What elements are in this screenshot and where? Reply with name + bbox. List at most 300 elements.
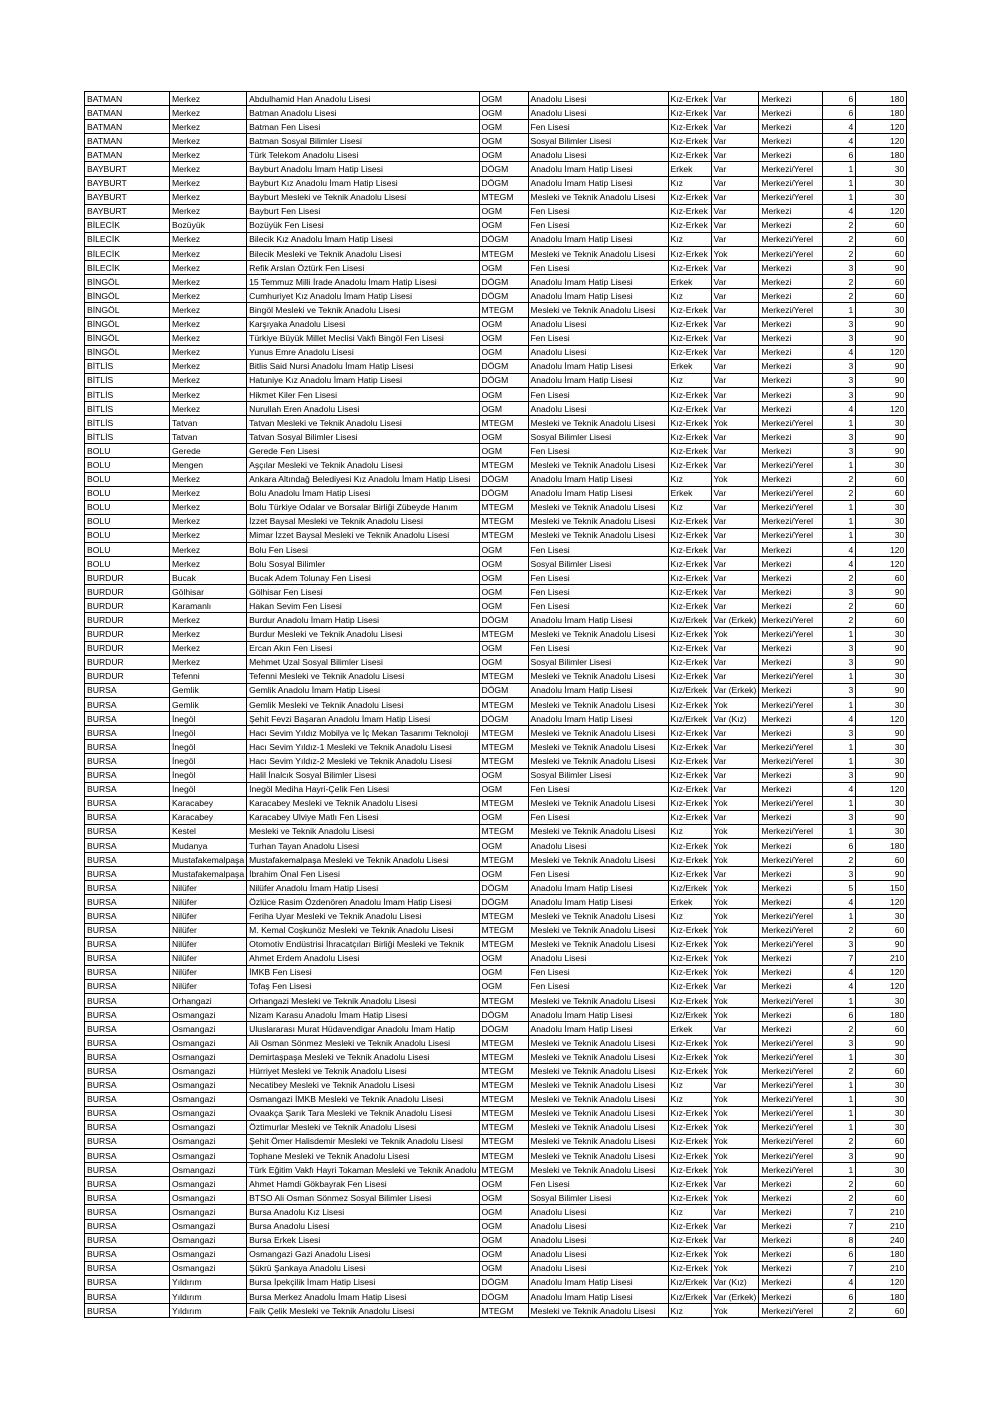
- dormitory-cell: Var: [711, 486, 759, 500]
- table-row: [85, 754, 907, 768]
- district-cell: Tatvan: [170, 416, 247, 430]
- dormitory-cell: Yok: [711, 1036, 759, 1050]
- district-cell: Osmangazi: [170, 1022, 247, 1036]
- admission-cell: Merkezi: [759, 1289, 823, 1303]
- directorate-cell: DÖGM: [479, 895, 528, 909]
- school-name-cell: Bursa Anadolu Kız Lisesi: [247, 1205, 479, 1219]
- dormitory-cell: Var: [711, 1177, 759, 1191]
- dormitory-cell: Yok: [711, 909, 759, 923]
- province-cell: BURSA: [85, 1219, 170, 1233]
- district-cell: Osmangazi: [170, 1177, 247, 1191]
- directorate-cell: OGM: [479, 1233, 528, 1247]
- admission-cell: Merkezi/Yerel: [759, 1036, 823, 1050]
- directorate-cell: MTEGM: [479, 247, 528, 261]
- school-name-cell: Abdulhamid Han Anadolu Lisesi: [247, 92, 479, 106]
- province-cell: BİTLİS: [85, 402, 170, 416]
- school-name-cell: Ovaakça Şarık Tara Mesleki ve Teknik Anadolu Lisesi: [247, 1106, 479, 1120]
- class-count-cell: 3: [823, 1036, 856, 1050]
- class-count-cell: 3: [823, 768, 856, 782]
- quota-cell: 120: [856, 965, 907, 979]
- school-name-cell: Uluslararası Murat Hüdavendigar Anadolu İmam Hatip: [247, 1022, 479, 1036]
- table-row: [85, 1064, 907, 1078]
- school-type-cell: Anadolu İmam Hatip Lisesi: [528, 359, 668, 373]
- dormitory-cell: Yok: [711, 1149, 759, 1163]
- admission-cell: Merkezi: [759, 1219, 823, 1233]
- table-row: [85, 867, 907, 881]
- directorate-cell: OGM: [479, 430, 528, 444]
- gender-cell: Kız: [668, 1304, 711, 1318]
- directorate-cell: OGM: [479, 1191, 528, 1205]
- school-name-cell: Ankara Altındağ Belediyesi Kız Anadolu İmam Hatip Lisesi: [247, 472, 479, 486]
- district-cell: Nilüfer: [170, 951, 247, 965]
- dormitory-cell: Yok: [711, 1106, 759, 1120]
- school-name-cell: Hacı Sevim Yıldız-1 Mesleki ve Teknik Anadolu Lisesi: [247, 740, 479, 754]
- directorate-cell: MTEGM: [479, 740, 528, 754]
- class-count-cell: 1: [823, 1078, 856, 1092]
- school-type-cell: Fen Lisesi: [528, 585, 668, 599]
- quota-cell: 60: [856, 486, 907, 500]
- school-name-cell: Bucak Adem Tolunay Fen Lisesi: [247, 571, 479, 585]
- table-row: [85, 148, 907, 162]
- directorate-cell: OGM: [479, 585, 528, 599]
- province-cell: BİTLİS: [85, 430, 170, 444]
- table-row: [85, 1120, 907, 1134]
- admission-cell: Merkezi: [759, 218, 823, 232]
- school-name-cell: Cumhuriyet Kız Anadolu İmam Hatip Lisesi: [247, 289, 479, 303]
- quota-cell: 120: [856, 543, 907, 557]
- class-count-cell: 4: [823, 979, 856, 993]
- admission-cell: Merkezi: [759, 726, 823, 740]
- gender-cell: Kız-Erkek: [668, 345, 711, 359]
- province-cell: BURSA: [85, 909, 170, 923]
- school-type-cell: Mesleki ve Teknik Anadolu Lisesi: [528, 1050, 668, 1064]
- directorate-cell: DÖGM: [479, 232, 528, 246]
- quota-cell: 90: [856, 387, 907, 401]
- quota-cell: 120: [856, 557, 907, 571]
- dormitory-cell: Yok: [711, 416, 759, 430]
- admission-cell: Merkezi: [759, 430, 823, 444]
- class-count-cell: 1: [823, 669, 856, 683]
- school-name-cell: Bilecik Kız Anadolu İmam Hatip Lisesi: [247, 232, 479, 246]
- quota-cell: 60: [856, 1191, 907, 1205]
- school-name-cell: Batman Anadolu Lisesi: [247, 106, 479, 120]
- school-name-cell: Nilüfer Anadolu İmam Hatip Lisesi: [247, 881, 479, 895]
- table-row: [85, 500, 907, 514]
- school-name-cell: Mehmet Uzal Sosyal Bilimler Lisesi: [247, 655, 479, 669]
- school-name-cell: Karacabey Ulviye Matlı Fen Lisesi: [247, 810, 479, 824]
- gender-cell: Erkek: [668, 895, 711, 909]
- admission-cell: Merkezi/Yerel: [759, 528, 823, 542]
- directorate-cell: MTEGM: [479, 754, 528, 768]
- class-count-cell: 3: [823, 387, 856, 401]
- admission-cell: Merkezi: [759, 1205, 823, 1219]
- dormitory-cell: Yok: [711, 824, 759, 838]
- table-row: [85, 726, 907, 740]
- district-cell: Nilüfer: [170, 881, 247, 895]
- school-name-cell: Bayburt Kız Anadolu İmam Hatip Lisesi: [247, 176, 479, 190]
- class-count-cell: 4: [823, 402, 856, 416]
- gender-cell: Kız/Erkek: [668, 613, 711, 627]
- school-name-cell: Bitlis Said Nursi Anadolu İmam Hatip Lisesi: [247, 359, 479, 373]
- class-count-cell: 3: [823, 261, 856, 275]
- district-cell: Merkez: [170, 106, 247, 120]
- school-type-cell: Fen Lisesi: [528, 979, 668, 993]
- province-cell: BURSA: [85, 979, 170, 993]
- dormitory-cell: Var: [711, 402, 759, 416]
- class-count-cell: 3: [823, 359, 856, 373]
- directorate-cell: MTEGM: [479, 824, 528, 838]
- gender-cell: Kız-Erkek: [668, 867, 711, 881]
- quota-cell: 30: [856, 740, 907, 754]
- province-cell: BİNGÖL: [85, 289, 170, 303]
- school-type-cell: Mesleki ve Teknik Anadolu Lisesi: [528, 1120, 668, 1134]
- school-type-cell: Anadolu İmam Hatip Lisesi: [528, 712, 668, 726]
- dormitory-cell: Var: [711, 92, 759, 106]
- table-row: [85, 951, 907, 965]
- admission-cell: Merkezi/Yerel: [759, 853, 823, 867]
- quota-cell: 90: [856, 430, 907, 444]
- admission-cell: Merkezi: [759, 92, 823, 106]
- admission-cell: Merkezi: [759, 655, 823, 669]
- quota-cell: 30: [856, 994, 907, 1008]
- class-count-cell: 1: [823, 1120, 856, 1134]
- admission-cell: Merkezi/Yerel: [759, 176, 823, 190]
- school-name-cell: Necatibey Mesleki ve Teknik Anadolu Lisesi: [247, 1078, 479, 1092]
- gender-cell: Kız-Erkek: [668, 92, 711, 106]
- gender-cell: Kız-Erkek: [668, 543, 711, 557]
- province-cell: BURSA: [85, 1233, 170, 1247]
- district-cell: İnegöl: [170, 726, 247, 740]
- dormitory-cell: Var: [711, 543, 759, 557]
- gender-cell: Kız-Erkek: [668, 979, 711, 993]
- district-cell: Merkez: [170, 148, 247, 162]
- school-name-cell: Osmangazi İMKB Mesleki ve Teknik Anadolu Lisesi: [247, 1092, 479, 1106]
- gender-cell: Kız-Erkek: [668, 218, 711, 232]
- district-cell: Gemlik: [170, 698, 247, 712]
- table-row: [85, 557, 907, 571]
- quota-cell: 90: [856, 641, 907, 655]
- school-type-cell: Anadolu İmam Hatip Lisesi: [528, 232, 668, 246]
- class-count-cell: 6: [823, 838, 856, 852]
- gender-cell: Kız-Erkek: [668, 655, 711, 669]
- school-type-cell: Mesleki ve Teknik Anadolu Lisesi: [528, 726, 668, 740]
- gender-cell: Kız-Erkek: [668, 1233, 711, 1247]
- gender-cell: Kız-Erkek: [668, 204, 711, 218]
- dormitory-cell: Var: [711, 500, 759, 514]
- directorate-cell: DÖGM: [479, 712, 528, 726]
- province-cell: BURSA: [85, 1050, 170, 1064]
- class-count-cell: 2: [823, 613, 856, 627]
- table-row: [85, 641, 907, 655]
- table-row: [85, 528, 907, 542]
- class-count-cell: 2: [823, 275, 856, 289]
- gender-cell: Kız-Erkek: [668, 247, 711, 261]
- school-name-cell: Bolu Fen Lisesi: [247, 543, 479, 557]
- class-count-cell: 2: [823, 289, 856, 303]
- dormitory-cell: Var: [711, 430, 759, 444]
- province-cell: BURSA: [85, 1134, 170, 1148]
- quota-cell: 90: [856, 317, 907, 331]
- province-cell: BOLU: [85, 458, 170, 472]
- school-type-cell: Fen Lisesi: [528, 641, 668, 655]
- district-cell: Mustafakemalpaşa: [170, 853, 247, 867]
- gender-cell: Kız: [668, 1092, 711, 1106]
- province-cell: BİTLİS: [85, 359, 170, 373]
- school-type-cell: Fen Lisesi: [528, 543, 668, 557]
- admission-cell: Merkezi: [759, 373, 823, 387]
- admission-cell: Merkezi/Yerel: [759, 190, 823, 204]
- admission-cell: Merkezi: [759, 768, 823, 782]
- province-cell: BURSA: [85, 796, 170, 810]
- district-cell: Merkez: [170, 387, 247, 401]
- school-type-cell: Anadolu İmam Hatip Lisesi: [528, 1275, 668, 1289]
- school-type-cell: Anadolu İmam Hatip Lisesi: [528, 275, 668, 289]
- directorate-cell: OGM: [479, 810, 528, 824]
- school-name-cell: Özlüce Rasim Özdenören Anadolu İmam Hatip Lisesi: [247, 895, 479, 909]
- school-type-cell: Mesleki ve Teknik Anadolu Lisesi: [528, 247, 668, 261]
- directorate-cell: OGM: [479, 148, 528, 162]
- province-cell: BURSA: [85, 1036, 170, 1050]
- province-cell: BURSA: [85, 853, 170, 867]
- directorate-cell: DÖGM: [479, 1289, 528, 1303]
- gender-cell: Kız/Erkek: [668, 881, 711, 895]
- class-count-cell: 1: [823, 1092, 856, 1106]
- dormitory-cell: Var: [711, 782, 759, 796]
- admission-cell: Merkezi: [759, 683, 823, 697]
- dormitory-cell: Var: [711, 810, 759, 824]
- school-name-cell: Yunus Emre Anadolu Lisesi: [247, 345, 479, 359]
- class-count-cell: 5: [823, 881, 856, 895]
- admission-cell: Merkezi/Yerel: [759, 909, 823, 923]
- gender-cell: Kız: [668, 373, 711, 387]
- district-cell: Merkez: [170, 317, 247, 331]
- quota-cell: 180: [856, 1247, 907, 1261]
- table-row: [85, 571, 907, 585]
- quota-cell: 30: [856, 190, 907, 204]
- district-cell: Osmangazi: [170, 1163, 247, 1177]
- class-count-cell: 6: [823, 1008, 856, 1022]
- district-cell: Merkez: [170, 190, 247, 204]
- gender-cell: Kız-Erkek: [668, 1191, 711, 1205]
- gender-cell: Kız-Erkek: [668, 1106, 711, 1120]
- admission-cell: Merkezi: [759, 148, 823, 162]
- school-type-cell: Mesleki ve Teknik Anadolu Lisesi: [528, 1304, 668, 1318]
- school-name-cell: Batman Sosyal Bilimler Lisesi: [247, 134, 479, 148]
- quota-cell: 30: [856, 824, 907, 838]
- school-name-cell: Ahmet Hamdi Gökbayrak Fen Lisesi: [247, 1177, 479, 1191]
- admission-cell: Merkezi: [759, 1008, 823, 1022]
- quota-cell: 120: [856, 345, 907, 359]
- gender-cell: Kız-Erkek: [668, 387, 711, 401]
- quota-cell: 60: [856, 232, 907, 246]
- table-row: [85, 909, 907, 923]
- class-count-cell: 1: [823, 176, 856, 190]
- province-cell: BURSA: [85, 937, 170, 951]
- province-cell: BURSA: [85, 867, 170, 881]
- gender-cell: Kız-Erkek: [668, 585, 711, 599]
- school-name-cell: Halil İnalcık Sosyal Bilimler Lisesi: [247, 768, 479, 782]
- table-row: [85, 683, 907, 697]
- school-type-cell: Mesleki ve Teknik Anadolu Lisesi: [528, 824, 668, 838]
- table-row: [85, 92, 907, 106]
- dormitory-cell: Var: [711, 359, 759, 373]
- table-row: [85, 359, 907, 373]
- quota-cell: 120: [856, 402, 907, 416]
- district-cell: Karacabey: [170, 796, 247, 810]
- directorate-cell: OGM: [479, 345, 528, 359]
- gender-cell: Kız-Erkek: [668, 1064, 711, 1078]
- gender-cell: Kız-Erkek: [668, 965, 711, 979]
- district-cell: Osmangazi: [170, 1149, 247, 1163]
- table-row: [85, 331, 907, 345]
- admission-cell: Merkezi/Yerel: [759, 416, 823, 430]
- quota-cell: 180: [856, 148, 907, 162]
- class-count-cell: 1: [823, 909, 856, 923]
- dormitory-cell: Var (Erkek): [711, 1289, 759, 1303]
- table-row: [85, 1205, 907, 1219]
- admission-cell: Merkezi/Yerel: [759, 923, 823, 937]
- directorate-cell: OGM: [479, 1205, 528, 1219]
- school-type-cell: Anadolu Lisesi: [528, 92, 668, 106]
- class-count-cell: 3: [823, 317, 856, 331]
- district-cell: Nilüfer: [170, 923, 247, 937]
- school-name-cell: Bolu Türkiye Odalar ve Borsalar Birliği Zübeyde Hanım: [247, 500, 479, 514]
- quota-cell: 150: [856, 881, 907, 895]
- school-name-cell: Hürriyet Mesleki ve Teknik Anadolu Lisesi: [247, 1064, 479, 1078]
- gender-cell: Kız-Erkek: [668, 1149, 711, 1163]
- district-cell: Osmangazi: [170, 1233, 247, 1247]
- table-body: [85, 92, 907, 1318]
- gender-cell: Kız-Erkek: [668, 599, 711, 613]
- admission-cell: Merkezi: [759, 120, 823, 134]
- directorate-cell: OGM: [479, 261, 528, 275]
- admission-cell: Merkezi: [759, 712, 823, 726]
- gender-cell: Kız-Erkek: [668, 1050, 711, 1064]
- district-cell: Merkez: [170, 627, 247, 641]
- table-row: [85, 853, 907, 867]
- province-cell: BURDUR: [85, 669, 170, 683]
- table-row: [85, 1092, 907, 1106]
- province-cell: BURDUR: [85, 655, 170, 669]
- district-cell: Nilüfer: [170, 937, 247, 951]
- school-type-cell: Fen Lisesi: [528, 387, 668, 401]
- directorate-cell: OGM: [479, 106, 528, 120]
- dormitory-cell: Var: [711, 275, 759, 289]
- school-name-cell: Karacabey Mesleki ve Teknik Anadolu Lisesi: [247, 796, 479, 810]
- admission-cell: Merkezi: [759, 881, 823, 895]
- admission-cell: Merkezi/Yerel: [759, 1149, 823, 1163]
- class-count-cell: 7: [823, 951, 856, 965]
- class-count-cell: 3: [823, 373, 856, 387]
- school-name-cell: Türkiye Büyük Millet Meclisi Vakfı Bingöl Fen Lisesi: [247, 331, 479, 345]
- admission-cell: Merkezi: [759, 867, 823, 881]
- dormitory-cell: Var: [711, 261, 759, 275]
- province-cell: BURSA: [85, 712, 170, 726]
- school-type-cell: Fen Lisesi: [528, 782, 668, 796]
- class-count-cell: 4: [823, 345, 856, 359]
- province-cell: BİLECİK: [85, 247, 170, 261]
- gender-cell: Kız-Erkek: [668, 810, 711, 824]
- quota-cell: 60: [856, 472, 907, 486]
- school-name-cell: Bolu Sosyal Bilimler: [247, 557, 479, 571]
- admission-cell: Merkezi: [759, 402, 823, 416]
- dormitory-cell: Yok: [711, 627, 759, 641]
- directorate-cell: DÖGM: [479, 683, 528, 697]
- school-name-cell: Demirtaşpaşa Mesleki ve Teknik Anadolu Lisesi: [247, 1050, 479, 1064]
- district-cell: Merkez: [170, 613, 247, 627]
- school-name-cell: Bayburt Mesleki ve Teknik Anadolu Lisesi: [247, 190, 479, 204]
- dormitory-cell: Var: [711, 557, 759, 571]
- class-count-cell: 3: [823, 867, 856, 881]
- gender-cell: Erkek: [668, 162, 711, 176]
- school-type-cell: Fen Lisesi: [528, 120, 668, 134]
- school-type-cell: Mesleki ve Teknik Anadolu Lisesi: [528, 1149, 668, 1163]
- admission-cell: Merkezi/Yerel: [759, 486, 823, 500]
- district-cell: Nilüfer: [170, 909, 247, 923]
- class-count-cell: 4: [823, 120, 856, 134]
- table-row: [85, 1304, 907, 1318]
- directorate-cell: DÖGM: [479, 1022, 528, 1036]
- quota-cell: 180: [856, 106, 907, 120]
- directorate-cell: DÖGM: [479, 289, 528, 303]
- school-type-cell: Sosyal Bilimler Lisesi: [528, 655, 668, 669]
- quota-cell: 60: [856, 218, 907, 232]
- quota-cell: 90: [856, 359, 907, 373]
- directorate-cell: DÖGM: [479, 275, 528, 289]
- district-cell: Tatvan: [170, 430, 247, 444]
- school-type-cell: Mesleki ve Teknik Anadolu Lisesi: [528, 458, 668, 472]
- school-type-cell: Anadolu Lisesi: [528, 1247, 668, 1261]
- quota-cell: 30: [856, 909, 907, 923]
- table-row: [85, 162, 907, 176]
- school-name-cell: Mustafakemalpaşa Mesleki ve Teknik Anadolu Lisesi: [247, 853, 479, 867]
- table-row: [85, 1219, 907, 1233]
- quota-cell: 30: [856, 1078, 907, 1092]
- quota-cell: 30: [856, 1050, 907, 1064]
- dormitory-cell: Var: [711, 289, 759, 303]
- admission-cell: Merkezi: [759, 345, 823, 359]
- province-cell: BURSA: [85, 698, 170, 712]
- directorate-cell: OGM: [479, 1177, 528, 1191]
- directorate-cell: MTEGM: [479, 698, 528, 712]
- school-type-cell: Sosyal Bilimler Lisesi: [528, 1191, 668, 1205]
- district-cell: Merkez: [170, 331, 247, 345]
- school-name-cell: Tophane Mesleki ve Teknik Anadolu Lisesi: [247, 1149, 479, 1163]
- dormitory-cell: Var: [711, 148, 759, 162]
- gender-cell: Kız: [668, 909, 711, 923]
- dormitory-cell: Var: [711, 176, 759, 190]
- quota-cell: 30: [856, 627, 907, 641]
- gender-cell: Kız-Erkek: [668, 1219, 711, 1233]
- quota-cell: 90: [856, 937, 907, 951]
- dormitory-cell: Var: [711, 232, 759, 246]
- quota-cell: 30: [856, 458, 907, 472]
- gender-cell: Kız: [668, 472, 711, 486]
- table-row: [85, 923, 907, 937]
- district-cell: Osmangazi: [170, 1261, 247, 1275]
- class-count-cell: 3: [823, 937, 856, 951]
- dormitory-cell: Yok: [711, 1092, 759, 1106]
- province-cell: BURSA: [85, 1092, 170, 1106]
- district-cell: Gemlik: [170, 683, 247, 697]
- class-count-cell: 2: [823, 571, 856, 585]
- directorate-cell: DÖGM: [479, 486, 528, 500]
- class-count-cell: 4: [823, 1275, 856, 1289]
- quota-cell: 30: [856, 303, 907, 317]
- quota-cell: 30: [856, 1163, 907, 1177]
- quota-cell: 90: [856, 331, 907, 345]
- quota-cell: 90: [856, 655, 907, 669]
